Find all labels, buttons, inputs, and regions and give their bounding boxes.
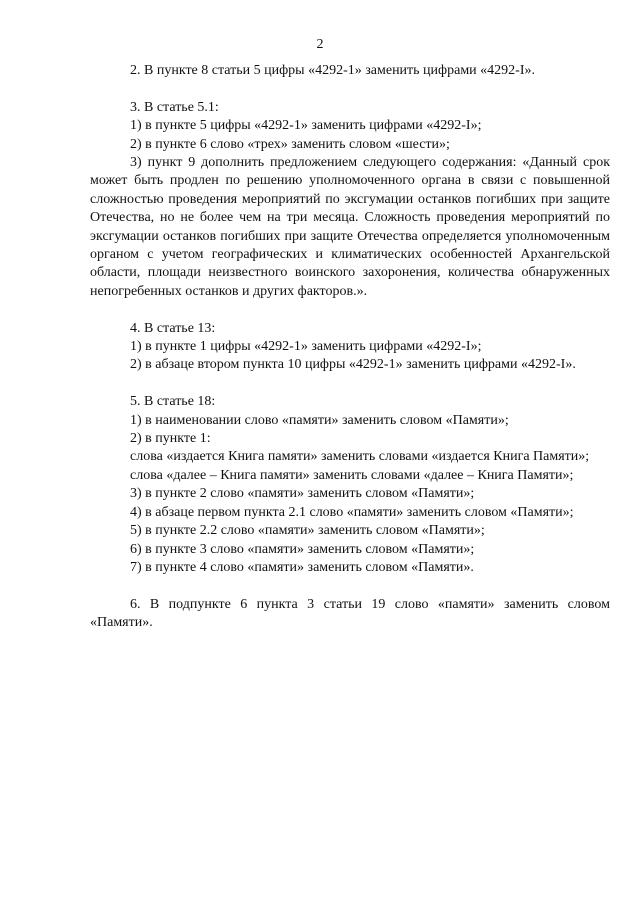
paragraph-item-5-sub-3: 3) в пункте 2 слово «памяти» заменить словом «Памяти»;	[130, 486, 475, 502]
paragraph-item-3-sub-3: 3) пункт 9 дополнить предложением следующего содержания: «Данный срок может быть продлен по решению уполномоченного органа в связи с повышенной сложностью проведения мероприятий по эксгумации останков погибших при защите Отечества, но не более чем на три месяца. Сложность проведения мероприятий по эксгумации останков погибших при защите Отечества определяется уполномоченным органом с учетом географических и климатических особенностей Архангельской области, площади неизвестного воинского захоронения, количества обнаруженных непогребенных останков и других факторов.».	[90, 155, 610, 299]
paragraph-item-5-sub-1: 1) в наименовании слово «памяти» заменить словом «Памяти»;	[130, 412, 509, 428]
paragraph-item-3-heading: 3. В статье 5.1:	[130, 99, 219, 115]
paragraph-item-4-sub-2: 2) в абзаце втором пункта 10 цифры «4292-1» заменить цифрами «4292-I».	[130, 357, 576, 373]
paragraph-item-5-sub-2-a: слова «издается Книга памяти» заменить словами «издается Книга Памяти»;	[130, 449, 590, 465]
paragraph-item-6: 6. В подпункте 6 пункта 3 статьи 19 слово «памяти» заменить словом «Памяти».	[90, 596, 610, 631]
paragraph-item-4-heading: 4. В статье 13:	[130, 320, 216, 336]
document-body	[90, 62, 610, 633]
paragraph-item-5-sub-7: 7) в пункте 4 слово «памяти» заменить словом «Памяти».	[130, 559, 474, 575]
paragraph-item-3-sub-1: 1) в пункте 5 цифры «4292-1» заменить цифрами «4292-I»;	[130, 118, 482, 134]
paragraph-item-5-heading: 5. В статье 18:	[130, 394, 216, 410]
paragraph-item-2: 2. В пункте 8 статьи 5 цифры «4292-1» заменить цифрами «4292-I».	[130, 63, 535, 78]
paragraph-item-5-sub-2: 2) в пункте 1:	[130, 431, 211, 447]
paragraph-item-5-sub-2-b: слова «далее – Книга памяти» заменить словами «далее – Книга Памяти»;	[130, 467, 574, 483]
page-number: 2	[316, 37, 324, 52]
paragraph-item-4-sub-1: 1) в пункте 1 цифры «4292-1» заменить цифрами «4292-I»;	[130, 339, 482, 355]
paragraph-item-5-sub-5: 5) в пункте 2.2 слово «памяти» заменить словом «Памяти»;	[130, 523, 485, 539]
paragraph-item-3-sub-2: 2) в пункте 6 слово «трех» заменить словом «шести»;	[130, 136, 450, 152]
paragraph-item-5-sub-4: 4) в абзаце первом пункта 2.1 слово «памяти» заменить словом «Памяти»;	[130, 504, 574, 520]
paragraph-item-5-sub-6: 6) в пункте 3 слово «памяти» заменить словом «Памяти»;	[130, 541, 475, 557]
